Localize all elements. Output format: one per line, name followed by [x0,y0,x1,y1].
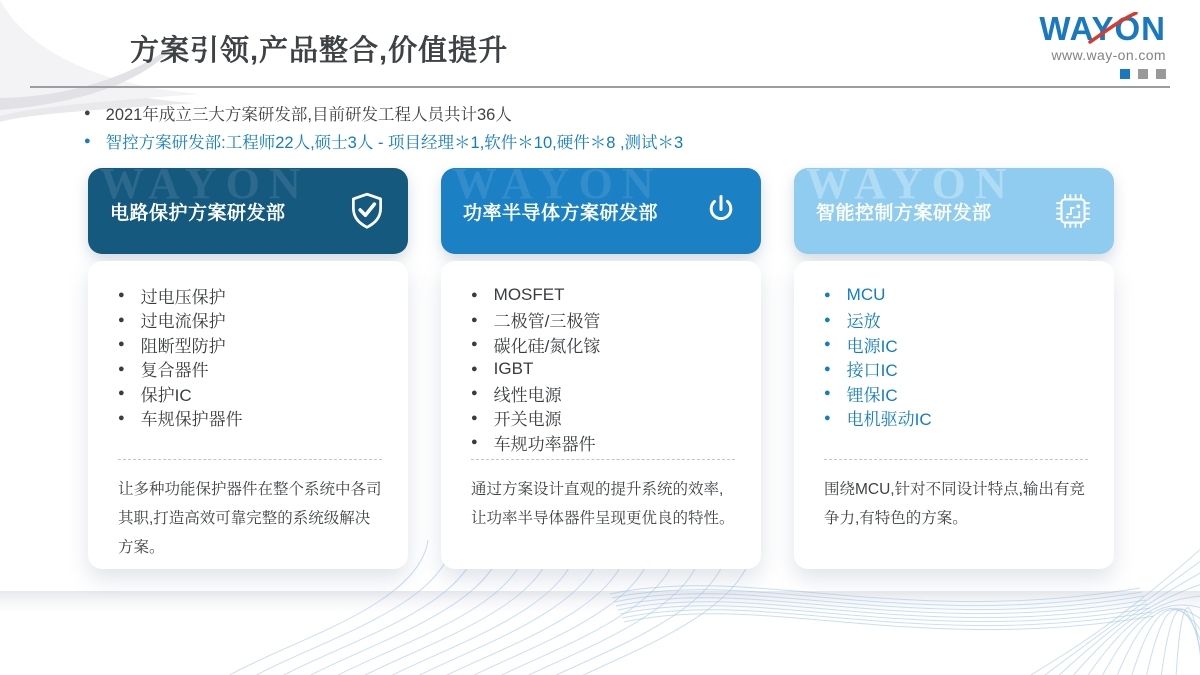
list-item-text: 锂保IC [846,385,898,405]
brand-wordmark: WAYON [1039,10,1166,47]
bullet-dot-icon: ● [118,362,125,375]
bullet-dot-icon: ● [118,411,125,424]
shield-check-icon [346,190,388,232]
list-item [471,381,737,406]
intro-bullet-1 [84,99,683,127]
list-item-text: 接口IC [846,361,898,381]
list-item [118,357,384,382]
card-item-list [118,283,384,430]
brand-website: www.way-on.com [1051,47,1166,63]
list-item-text: 车规功率器件 [493,434,596,454]
list-item-text: 线性电源 [493,385,562,405]
list-item-text: 运放 [846,312,881,332]
intro-bullet-2 [84,127,683,155]
list-item [471,308,737,333]
card-footer [118,459,382,562]
bullet-dot-icon: ● [824,362,831,375]
department-cards [88,168,1114,569]
bullet-dot-icon: ● [471,362,478,375]
card-body [794,261,1114,569]
list-item-text: 碳化硅/氮化镓 [493,336,601,356]
dashed-divider [118,459,382,460]
list-item-text: 二极管/三极管 [493,312,601,332]
list-item [118,381,384,406]
card-footer [471,459,735,533]
list-item [471,283,737,308]
dashed-divider [824,459,1088,460]
brand-logo [1039,12,1166,79]
card-intelligent-control [794,168,1114,569]
power-icon [701,191,741,231]
list-item-text: MOSFET [493,285,565,305]
card-title: 功率半导体方案研发部 [463,202,659,224]
bullet-dot-icon: ● [824,387,831,400]
bullet-dot-icon: ● [118,289,125,302]
card-description: 让多种功能保护器件在整个系统中各司其职,打造高效可靠完整的系统级解决方案。 [118,481,382,556]
list-item [824,332,1090,357]
list-item [824,308,1090,333]
header-divider [30,86,1170,88]
watermark-text: WAYON [806,168,1016,208]
card-description: 通过方案设计直观的提升系统的效率,让功率半导体器件呈现更优良的特性。 [471,481,735,527]
watermark-text: WAYON [100,168,310,208]
card-item-list [824,283,1090,430]
list-item [118,308,384,333]
list-item [824,283,1090,308]
bullet-dot-icon: ● [118,387,125,400]
dashed-divider [471,459,735,460]
intro-bullet-2-text: 智控方案研发部:工程师22人,硕士3人 - 项目经理＊1,软件＊10,硬件＊8 ,测试＊3 [105,134,684,152]
list-item [824,357,1090,382]
list-item-text: 过电压保护 [140,287,226,307]
bullet-dot-icon: ● [471,387,478,400]
bullet-dot-icon: ● [824,289,831,302]
list-item [471,406,737,431]
list-item-text: IGBT [493,358,534,378]
card-power-semiconductor [441,168,761,569]
list-item-text: 保护IC [140,385,192,405]
intro-bullet-1-text: 2021年成立三大方案研发部,目前研发工程人员共计36人 [105,106,512,124]
list-item-text: 过电流保护 [140,312,226,332]
list-item [118,332,384,357]
list-item [824,406,1090,431]
bullet-dot-icon: ● [471,436,478,449]
list-item-text: 电源IC [846,336,898,356]
watermark-text: WAYON [453,168,663,208]
list-item [118,406,384,431]
card-description: 围绕MCU,针对不同设计特点,输出有竞争力,有特色的方案。 [824,481,1085,527]
list-item [824,381,1090,406]
bullet-dot-icon: ● [471,338,478,351]
bullet-dot-icon: ● [471,411,478,424]
bullet-dot-icon: ● [84,135,91,147]
bullet-dot-icon: ● [471,313,478,326]
card-item-list [471,283,737,455]
bullet-dot-icon: ● [824,411,831,424]
chip-icon [1052,190,1094,232]
brand-swoosh-icon [1086,12,1138,44]
list-item-text: 电机驱动IC [846,410,932,430]
card-header [794,168,1114,254]
card-title: 智能控制方案研发部 [816,202,992,224]
gray-band-decoration [0,591,1200,613]
list-item [471,332,737,357]
card-header [441,168,761,254]
card-body [88,261,408,569]
list-item-text: 复合器件 [140,361,209,381]
list-item-text: 开关电源 [493,410,562,430]
bullet-dot-icon: ● [84,107,91,119]
square-gray [1156,69,1166,79]
square-blue [1120,69,1130,79]
list-item [471,357,737,382]
list-item [118,283,384,308]
bullet-dot-icon: ● [118,313,125,326]
list-item-text: 阻断型防护 [140,336,226,356]
list-item-text: 车规保护器件 [140,410,243,430]
brand-squares-decoration [1039,69,1166,79]
list-item [471,430,737,455]
bullet-dot-icon: ● [824,313,831,326]
bullet-dot-icon: ● [471,289,478,302]
card-footer [824,459,1088,533]
card-title: 电路保护方案研发部 [110,202,286,224]
bullet-dot-icon: ● [824,338,831,351]
card-body [441,261,761,569]
card-header [88,168,408,254]
bullet-dot-icon: ● [118,338,125,351]
list-item-text: MCU [846,285,886,305]
card-circuit-protection [88,168,408,569]
square-gray [1138,69,1148,79]
page-title: 方案引领,产品整合,价值提升 [130,35,509,67]
intro-bullet-list [84,99,683,155]
